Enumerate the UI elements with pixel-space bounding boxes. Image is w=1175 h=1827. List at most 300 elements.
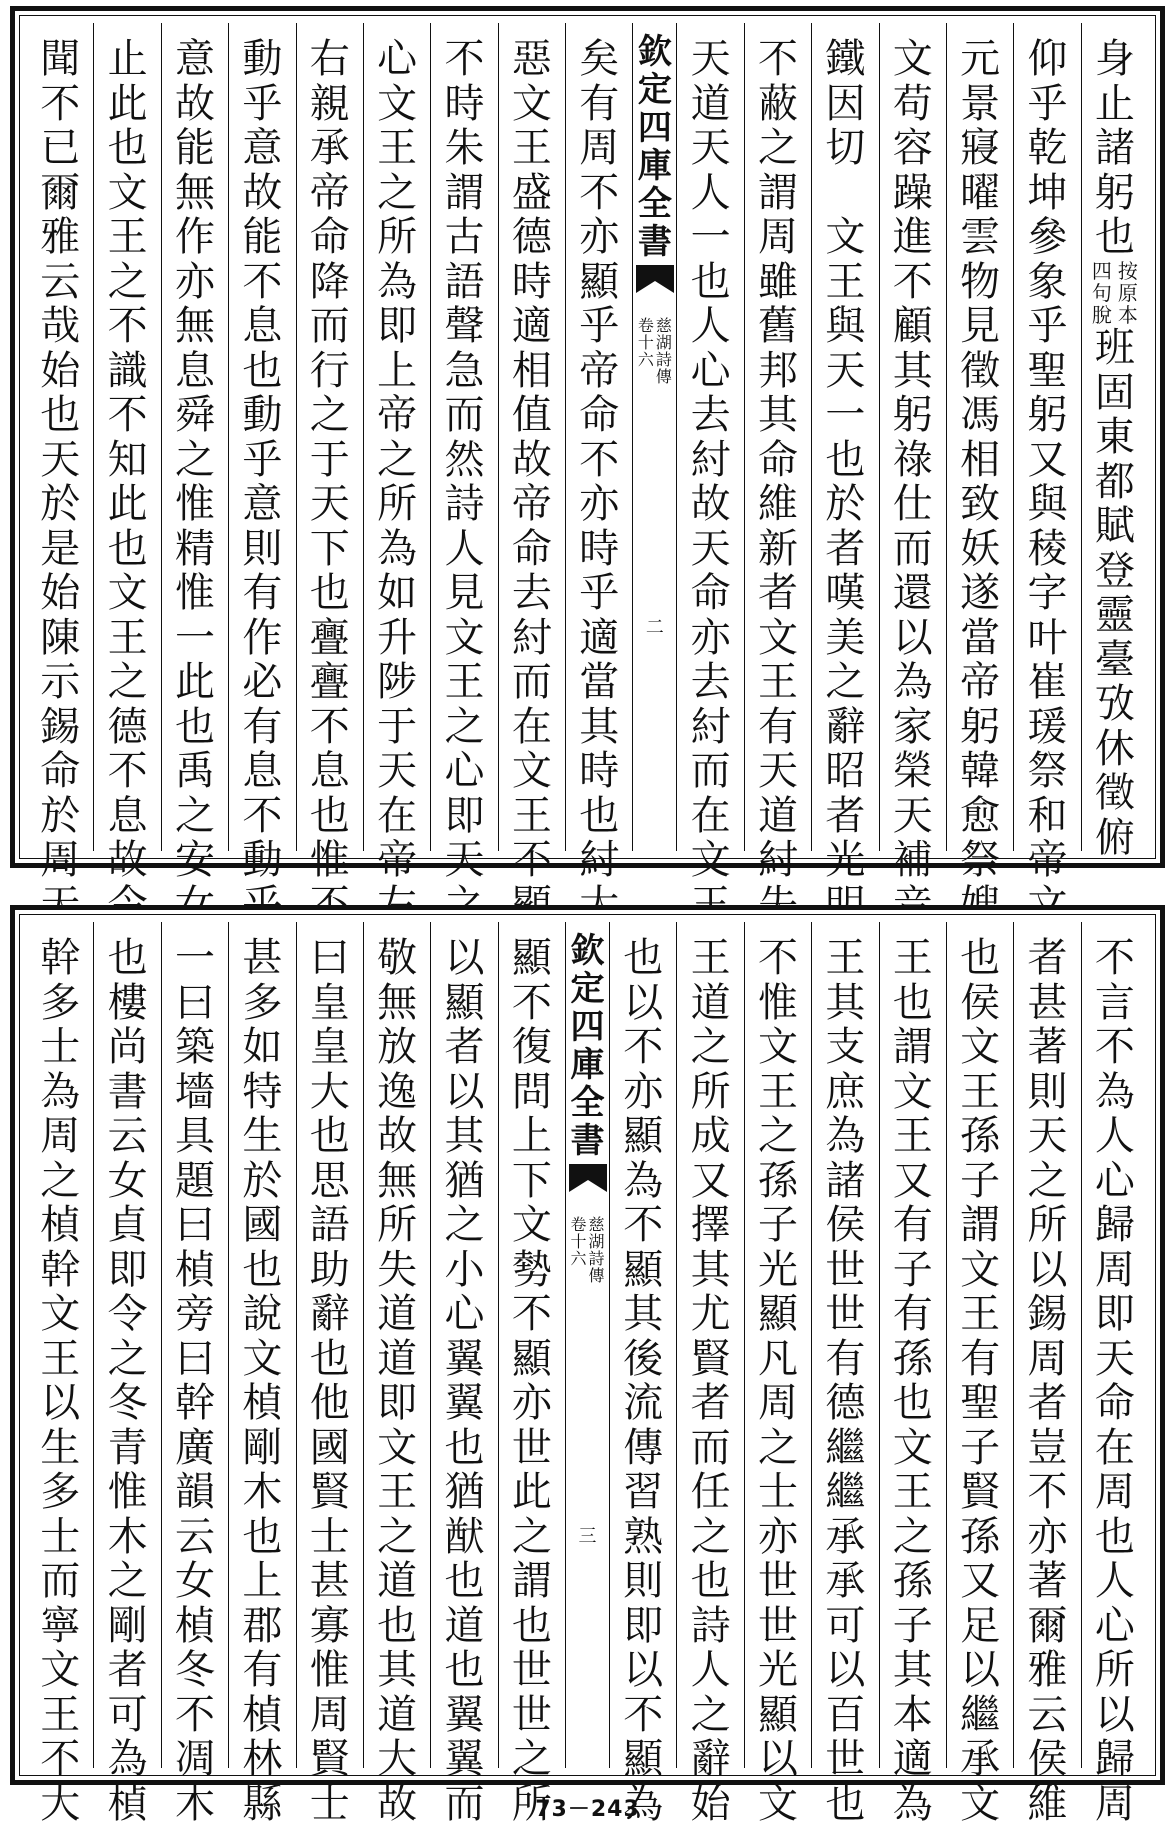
text-char: 去 <box>690 392 731 438</box>
text-column <box>161 23 228 883</box>
text-char: 而 <box>40 1558 81 1604</box>
text-char: 侯 <box>825 1202 866 1248</box>
text-char: 皇 <box>309 1024 350 1070</box>
text-char: 顯 <box>511 935 552 981</box>
text-char: 帝 <box>377 837 418 883</box>
text-char: 凡 <box>757 1335 798 1382</box>
text-char: 遂 <box>960 570 1001 616</box>
text-char: 動 <box>242 36 283 82</box>
text-char: 周 <box>757 1380 798 1426</box>
text-char: 王 <box>690 935 731 981</box>
text-char: 即 <box>377 1380 418 1426</box>
text-char: 祭 <box>960 837 1001 883</box>
text-char: 安 <box>174 837 215 883</box>
text-char: 於 <box>825 481 866 527</box>
text-char: 而 <box>444 392 485 438</box>
text-char: 在 <box>511 703 552 750</box>
text-char: 文 <box>444 614 485 661</box>
text-char: 則 <box>1027 1068 1068 1115</box>
text-char: 翼 <box>444 1380 485 1426</box>
text-char: 故 <box>107 837 148 883</box>
text-char: 急 <box>444 347 485 394</box>
text-char: 放 <box>377 1024 418 1070</box>
text-char: 容 <box>892 125 933 171</box>
text-char: 王 <box>444 659 485 705</box>
text-char: 王 <box>960 1068 1001 1115</box>
text-char: 即 <box>107 1246 148 1293</box>
text-char: 也 <box>444 1647 485 1693</box>
text-char: 擇 <box>690 1202 731 1248</box>
text-char: 為 <box>623 1780 664 1827</box>
text-char: 惟 <box>757 979 798 1026</box>
text-char: 熟 <box>623 1513 664 1560</box>
text-char: 辭 <box>690 1736 731 1782</box>
text-char: 他 <box>309 1380 350 1426</box>
text-char: 國 <box>242 1202 283 1248</box>
text-char: 孫 <box>960 1113 1001 1159</box>
text-char: 時 <box>579 525 620 572</box>
text-column <box>879 23 946 883</box>
text-char: 也 <box>377 1602 418 1649</box>
text-char: 其 <box>444 1113 485 1159</box>
text-char: 亹 <box>309 614 350 661</box>
text-char: 上 <box>511 1113 552 1159</box>
section-subtitle <box>570 1216 604 1284</box>
text-char: 意 <box>174 36 215 82</box>
text-char: 皇 <box>309 979 350 1026</box>
text-char: 敬 <box>377 935 418 981</box>
text-column <box>430 23 497 883</box>
text-char: 文 <box>690 837 731 883</box>
text-char: 楨 <box>242 1380 283 1426</box>
text-char: 一 <box>174 935 215 981</box>
text-char: 而 <box>892 525 933 572</box>
text-char: 周 <box>1094 1780 1135 1827</box>
text-char: 說 <box>242 1291 283 1337</box>
text-char: 逸 <box>377 1068 418 1115</box>
text-char: 顯 <box>623 1736 664 1782</box>
subtitle-char: 詩 <box>655 350 672 369</box>
text-char: 云 <box>174 1513 215 1560</box>
text-char: 支 <box>825 1024 866 1070</box>
text-char: 本 <box>892 1691 933 1738</box>
text-char: 心 <box>444 748 485 794</box>
text-char: 女 <box>174 1558 215 1604</box>
text-char: 亦 <box>579 214 620 260</box>
text-char: 賦 <box>1094 503 1135 550</box>
text-char: 繼 <box>825 1424 866 1471</box>
text-char: 也 <box>174 703 215 750</box>
text-char: 人 <box>690 1647 731 1693</box>
text-char: 心 <box>444 1291 485 1337</box>
text-char: 之 <box>825 659 866 705</box>
text-column <box>161 922 228 1827</box>
text-char: 猶 <box>444 1157 485 1204</box>
text-char: 為 <box>892 1780 933 1827</box>
text-char: 繼 <box>960 1691 1001 1738</box>
text-char: 朱 <box>444 125 485 171</box>
subtitle-char: 湖 <box>655 333 672 352</box>
text-char: 也 <box>309 792 350 839</box>
text-char: 曰 <box>309 935 350 981</box>
text-char: 文 <box>107 570 148 616</box>
title-char: 欽 <box>570 931 605 971</box>
text-char: 賢 <box>690 1335 731 1382</box>
text-char: 補 <box>892 837 933 883</box>
text-char: 坤 <box>1027 169 1068 216</box>
text-char: 賢 <box>309 1469 350 1515</box>
text-char: 不 <box>623 1024 664 1070</box>
text-char: 承 <box>309 125 350 171</box>
text-char: 王 <box>892 1113 933 1159</box>
text-char: 而 <box>444 1780 485 1827</box>
text-char: 王 <box>107 214 148 260</box>
text-char: 文 <box>757 614 798 661</box>
text-char: 也 <box>511 1602 552 1649</box>
text-char: 不 <box>309 703 350 750</box>
text-char: 也 <box>242 347 283 394</box>
text-char: 不 <box>511 1291 552 1337</box>
text-char: 之 <box>1027 1157 1068 1204</box>
text-char: 時 <box>579 748 620 794</box>
text-char: 天 <box>444 837 485 883</box>
text-column <box>498 922 565 1827</box>
text-char: 以 <box>444 1068 485 1115</box>
text-char: 韓 <box>960 748 1001 794</box>
text-char: 不 <box>40 80 81 127</box>
text-char: 道 <box>757 792 798 839</box>
text-char: 楨 <box>40 1202 81 1248</box>
text-char: 也 <box>242 1246 283 1293</box>
text-char: 成 <box>690 1113 731 1159</box>
text-char: 之 <box>107 258 148 305</box>
title-char: 庫 <box>637 146 672 186</box>
text-char: 樓 <box>107 979 148 1026</box>
text-char: 世 <box>757 1558 798 1604</box>
text-column <box>1013 23 1080 883</box>
text-char: 天 <box>1027 1113 1068 1159</box>
text-char: 也 <box>444 1558 485 1604</box>
text-char: 有 <box>757 703 798 750</box>
text-char: 題 <box>174 1157 215 1204</box>
text-char: 令 <box>107 1291 148 1337</box>
text-char: 此 <box>174 659 215 705</box>
text-char: 無 <box>377 1157 418 1204</box>
text-char: 其 <box>377 1647 418 1693</box>
text-char: 亦 <box>511 1380 552 1426</box>
text-char: 天 <box>892 792 933 839</box>
text-char: 不 <box>892 258 933 305</box>
text-char: 士 <box>309 1780 350 1827</box>
text-char: 作 <box>242 614 283 661</box>
text-char: 王 <box>107 614 148 661</box>
text-column <box>296 23 363 883</box>
title-char: 全 <box>570 1083 605 1123</box>
text-char: 然 <box>444 436 485 483</box>
text-char: 都 <box>1094 458 1135 505</box>
text-char: 始 <box>690 1780 731 1827</box>
text-column <box>609 922 676 1827</box>
text-char: 此 <box>511 1469 552 1515</box>
text-char: 以 <box>40 1380 81 1426</box>
text-char: 為 <box>107 1736 148 1782</box>
text-char: 不 <box>623 1202 664 1248</box>
text-char: 有 <box>960 1335 1001 1382</box>
text-char: 是 <box>40 525 81 572</box>
text-char: 意 <box>242 481 283 527</box>
text-char: 王 <box>892 1469 933 1515</box>
text-char: 嘆 <box>825 570 866 616</box>
text-char: 天 <box>757 748 798 794</box>
text-char: 馮 <box>960 392 1001 438</box>
title-char: 欽 <box>637 32 672 72</box>
text-char: 也 <box>107 125 148 171</box>
text-char: 王 <box>960 1291 1001 1337</box>
text-char: 去 <box>690 659 731 705</box>
text-char: 木 <box>107 1513 148 1560</box>
text-char: 侯 <box>960 979 1001 1026</box>
text-char: 還 <box>892 570 933 616</box>
text-char: 而 <box>690 748 731 794</box>
text-char: 始 <box>40 347 81 394</box>
text-char: 之 <box>174 792 215 839</box>
text-char: 之 <box>174 436 215 483</box>
text-char: 剛 <box>107 1602 148 1649</box>
text-char: 字 <box>1027 570 1068 616</box>
text-char: 韻 <box>174 1469 215 1515</box>
text-char: 瑗 <box>1027 703 1068 750</box>
text-char: 周 <box>309 1691 350 1738</box>
text-char: 文 <box>511 1202 552 1248</box>
title-char: 庫 <box>570 1045 605 1085</box>
text-char: 凋 <box>174 1736 215 1782</box>
text-char: 下 <box>309 525 350 572</box>
text-char: 命 <box>690 570 731 616</box>
text-char: 築 <box>174 1024 215 1070</box>
text-char: 不 <box>1094 1024 1135 1070</box>
text-char: 子 <box>892 1602 933 1649</box>
text-char: 光 <box>825 837 866 883</box>
text-char: 也 <box>107 525 148 572</box>
text-char: 為 <box>825 1113 866 1159</box>
text-char: 聖 <box>1027 347 1068 394</box>
text-char: 之 <box>690 1691 731 1738</box>
text-column <box>498 23 565 883</box>
text-char: 親 <box>309 80 350 127</box>
text-char: 詩 <box>690 1602 731 1649</box>
text-char: 不 <box>757 36 798 82</box>
text-char: 可 <box>825 1602 866 1649</box>
text-char: 曜 <box>960 169 1001 216</box>
text-char: 士 <box>40 1024 81 1070</box>
text-char: 書 <box>107 1068 148 1115</box>
text-char: 不 <box>107 392 148 438</box>
text-char: 謂 <box>960 1202 1001 1248</box>
text-char: 命 <box>1094 1380 1135 1426</box>
text-char: 而 <box>690 1424 731 1471</box>
text-char: 文 <box>892 36 933 82</box>
text-char: 文 <box>960 1246 1001 1293</box>
text-char: 亦 <box>1027 1513 1068 1560</box>
text-char: 顯 <box>511 1335 552 1382</box>
center-fold-column <box>632 23 676 851</box>
text-char: 以 <box>444 935 485 981</box>
text-char: 尚 <box>107 1024 148 1070</box>
subtitle-char: 六 <box>637 350 654 369</box>
text-char: 不 <box>242 258 283 305</box>
text-char: 足 <box>960 1602 1001 1649</box>
text-char: 臺 <box>1094 636 1135 683</box>
text-char: 乎 <box>1027 80 1068 127</box>
text-char: 以 <box>623 1647 664 1693</box>
text-char: 周 <box>40 1113 81 1159</box>
text-column <box>1081 23 1148 861</box>
text-char: 上 <box>242 1558 283 1604</box>
text-char: 乎 <box>242 436 283 483</box>
text-char: 爾 <box>1027 1602 1068 1649</box>
text-char: 有 <box>579 80 620 127</box>
text-char: 諸 <box>825 1157 866 1204</box>
text-char: 徵 <box>1094 770 1135 817</box>
text-char: 道 <box>377 1291 418 1337</box>
text-char: 始 <box>40 570 81 616</box>
text-char: 之 <box>107 659 148 705</box>
folio-number: 二 <box>645 617 664 638</box>
text-char: 乎 <box>579 303 620 349</box>
text-char: 躬 <box>1027 392 1068 438</box>
text-char: 在 <box>377 792 418 839</box>
text-char: 失 <box>377 1246 418 1293</box>
text-column <box>744 922 811 1827</box>
subtitle-char: 湖 <box>588 1232 605 1251</box>
text-char: 也 <box>825 1780 866 1827</box>
text-char: 哉 <box>40 303 81 349</box>
text-char: 也 <box>444 1424 485 1471</box>
text-char: 光 <box>757 1246 798 1293</box>
text-char: 蔽 <box>757 80 798 127</box>
text-char: 有 <box>242 1647 283 1693</box>
text-char: 惟 <box>309 837 350 883</box>
text-char: 孫 <box>757 1157 798 1204</box>
text-char: 亹 <box>309 659 350 705</box>
text-char: 乎 <box>579 570 620 616</box>
text-char: 顯 <box>757 1291 798 1337</box>
text-char: 之 <box>107 1335 148 1382</box>
text-char: 天 <box>690 125 731 171</box>
text-char: 所 <box>377 214 418 260</box>
text-char: 在 <box>690 792 731 839</box>
text-char: 維 <box>1027 1780 1068 1827</box>
text-char: 于 <box>309 436 350 483</box>
subtitle-char: 詩 <box>588 1249 605 1268</box>
text-char: 上 <box>377 347 418 394</box>
text-char: 故 <box>690 481 731 527</box>
text-char: 於 <box>40 481 81 527</box>
text-char: 降 <box>309 258 350 305</box>
title-char: 全 <box>637 184 672 224</box>
page-footer-number: 73－243 <box>535 1797 640 1822</box>
text-char: 其 <box>892 347 933 394</box>
text-char: 躬 <box>1094 169 1135 216</box>
text-char: 之 <box>309 392 350 438</box>
text-char: 有 <box>242 703 283 750</box>
text-char: 曰 <box>174 979 215 1026</box>
text-char: 天 <box>309 481 350 527</box>
text-column <box>228 23 295 883</box>
text-char: 命 <box>757 436 798 483</box>
text-char: 也 <box>40 392 81 438</box>
text-char: 其 <box>892 1647 933 1693</box>
text-char: 維 <box>757 481 798 527</box>
text-char: 以 <box>825 1647 866 1693</box>
text-char: 故 <box>242 169 283 216</box>
text-char: 天 <box>40 436 81 483</box>
text-char: 周 <box>40 837 81 883</box>
text-char: 顯 <box>444 979 485 1026</box>
text-char: 士 <box>309 1513 350 1560</box>
text-char: 子 <box>960 1424 1001 1471</box>
text-char: 不 <box>511 837 552 883</box>
text-char: 也 <box>309 1335 350 1382</box>
text-char: 之 <box>377 436 418 483</box>
text-char: 祿 <box>892 436 933 483</box>
text-char: 當 <box>579 659 620 705</box>
text-char: 故 <box>377 1113 418 1159</box>
text-char: 者 <box>825 525 866 572</box>
text-char: 息 <box>107 792 148 839</box>
text-char: 以 <box>1027 1246 1068 1293</box>
text-char: 惡 <box>511 36 552 82</box>
text-char: 文 <box>511 80 552 127</box>
text-column <box>228 922 295 1827</box>
text-char: 世 <box>825 1291 866 1337</box>
text-char: 又 <box>960 1558 1001 1604</box>
text-char: 不 <box>1027 1469 1068 1515</box>
text-char <box>819 171 871 216</box>
text-char: 物 <box>960 258 1001 305</box>
text-char: 愈 <box>960 792 1001 839</box>
text-char: 昭 <box>825 748 866 794</box>
text-char: 多 <box>242 979 283 1026</box>
text-char: 顧 <box>892 303 933 349</box>
text-char: 周 <box>1094 1246 1135 1293</box>
text-char: 其 <box>623 1291 664 1337</box>
text-char: 識 <box>107 347 148 394</box>
text-char: 帝 <box>309 169 350 216</box>
text-char: 值 <box>511 392 552 438</box>
text-char: 曰 <box>174 1335 215 1382</box>
text-char: 世 <box>757 1602 798 1649</box>
text-char: 止 <box>107 36 148 82</box>
text-char: 所 <box>377 481 418 527</box>
text-char: 文 <box>892 1068 933 1115</box>
text-char: 生 <box>242 1113 283 1159</box>
text-char: 息 <box>242 748 283 794</box>
text-char: 也 <box>309 1113 350 1159</box>
text-char: 乎 <box>1027 303 1068 349</box>
text-char: 去 <box>511 570 552 616</box>
text-char: 俯 <box>1094 814 1135 861</box>
text-char: 王 <box>825 258 866 305</box>
text-char: 徵 <box>960 347 1001 394</box>
text-char: 不 <box>107 748 148 794</box>
text-char: 為 <box>377 258 418 305</box>
text-column <box>27 922 93 1827</box>
text-char: 寡 <box>309 1602 350 1649</box>
text-char: 雅 <box>40 214 81 260</box>
text-char: 班 <box>1094 325 1135 372</box>
text-char: 德 <box>825 1380 866 1426</box>
